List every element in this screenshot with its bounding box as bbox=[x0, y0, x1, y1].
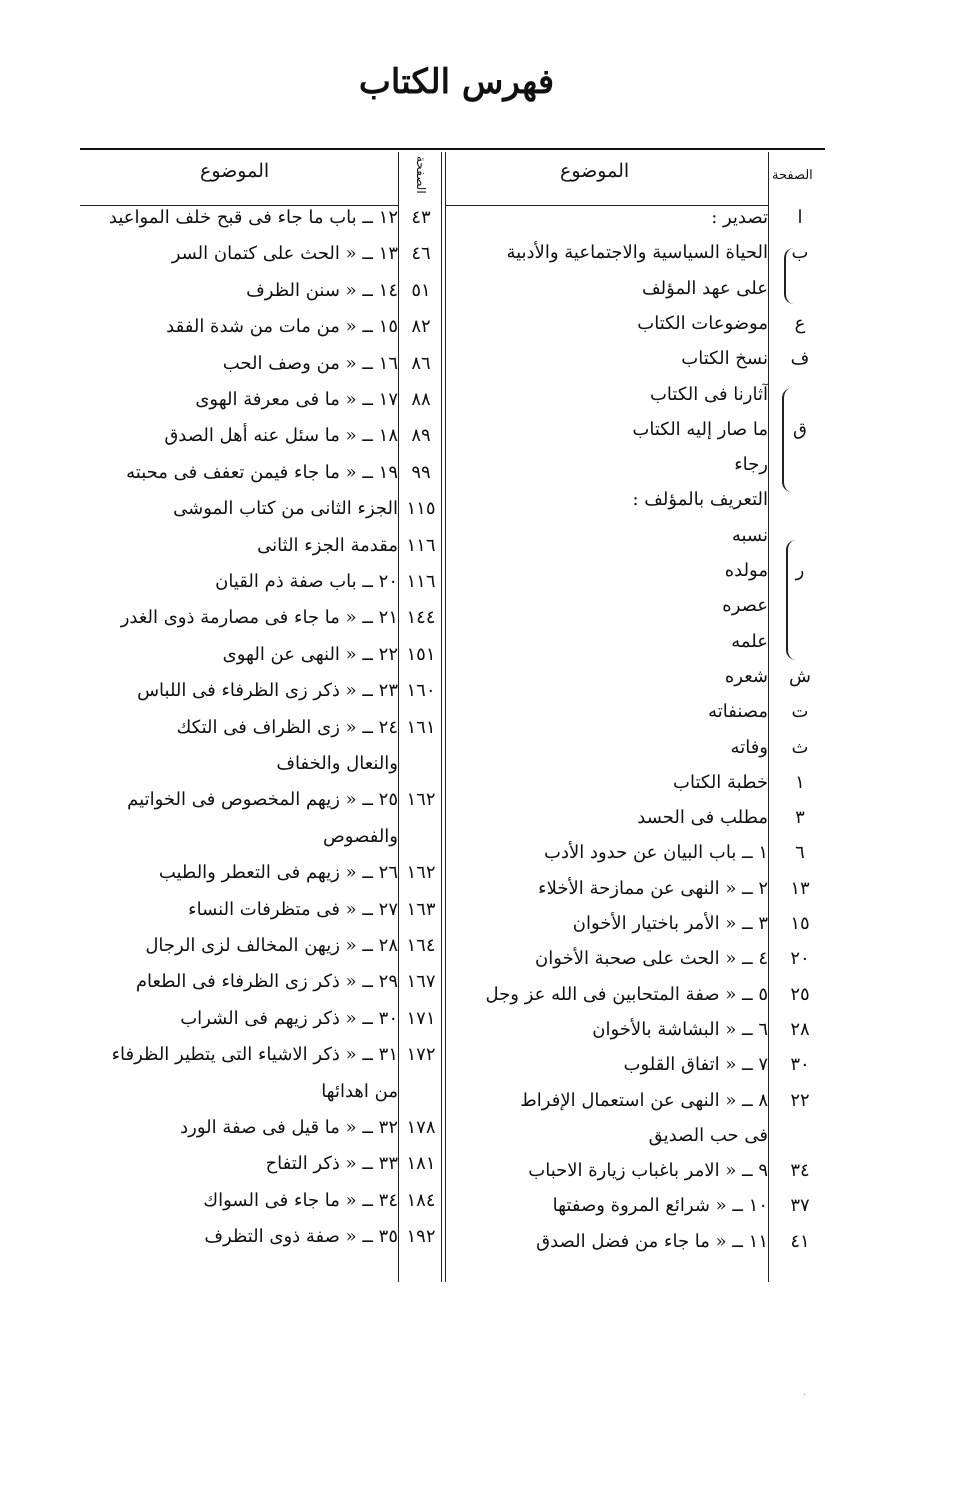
right-page-number: ث bbox=[791, 736, 809, 758]
left-page-number: ١٦٢ bbox=[406, 789, 436, 811]
left-topic-entry: ٣٠ ــ « ذكر زيهم فى الشراب bbox=[180, 1007, 398, 1029]
left-table-row bbox=[0, 1037, 973, 1073]
right-page-number: ١٣ bbox=[790, 877, 810, 899]
right-page-number: ٣٧ bbox=[790, 1195, 810, 1217]
left-table-row bbox=[0, 1074, 973, 1110]
left-page-number: ١٨٤ bbox=[406, 1189, 436, 1211]
right-page-number: ع bbox=[794, 312, 806, 334]
left-page-number: ٨٩ bbox=[411, 425, 431, 447]
right-topic-entry: ١ ــ باب البيان عن حدود الأدب bbox=[544, 842, 768, 864]
left-page-number: ١١٥ bbox=[406, 498, 436, 520]
right-topic-entry: خطبة الكتاب bbox=[673, 771, 768, 793]
left-table-row bbox=[0, 746, 973, 782]
right-topic-entry: مطلب فى الحسد bbox=[637, 807, 768, 829]
left-table-row bbox=[0, 309, 973, 345]
left-topic-entry: من اهدائها bbox=[321, 1080, 398, 1102]
right-topic-entry: موضوعات الكتاب bbox=[637, 312, 768, 334]
header-page-right: الصفحة bbox=[772, 168, 813, 183]
left-topic-entry: ١٩ ــ « ما جاء فيمن تعفف فى محبته bbox=[126, 461, 398, 483]
left-topic-entry: ١٥ ــ « من مات من شدة الفقد bbox=[166, 316, 398, 338]
left-page-number: ١٦٣ bbox=[406, 898, 436, 920]
right-page-number: ت bbox=[791, 701, 809, 723]
left-topic-entry: ٢٥ ــ « زيهم المخصوص فى الخواتيم bbox=[127, 789, 398, 811]
left-topic-entry: ٢١ ــ « ما جاء فى مصارمة ذوى الغدر bbox=[120, 607, 398, 629]
left-page-number: ١٦٠ bbox=[406, 680, 436, 702]
right-topic-entry: وفاته bbox=[730, 736, 768, 758]
right-topic-entry: مصنفاته bbox=[708, 701, 768, 723]
left-page-number: ٨٢ bbox=[411, 316, 431, 338]
right-topic-entry: نسخ الكتاب bbox=[681, 348, 768, 370]
left-page-number: ١٦٧ bbox=[406, 971, 436, 993]
right-topic-entry: ٦ ــ « البشاشة بالأخوان bbox=[592, 1018, 768, 1040]
right-topic-entry: علمه bbox=[731, 630, 768, 652]
left-topic-entry: ٣١ ــ « ذكر الاشياء التى يتطير الظرفاء bbox=[111, 1044, 398, 1066]
left-page-number: ٥١ bbox=[411, 279, 431, 301]
left-table-row bbox=[0, 600, 973, 636]
left-table-row bbox=[0, 346, 973, 382]
right-topic-entry: ٨ ــ « النهى عن استعمال الإفراط bbox=[520, 1089, 768, 1111]
left-topic-entry: ١٤ ــ « سنن الظرف bbox=[246, 279, 398, 301]
left-page-number: ١١٦ bbox=[406, 571, 436, 592]
right-page-number: ٣٤ bbox=[790, 1160, 810, 1182]
left-table-row bbox=[0, 637, 973, 673]
left-page-number: ٨٨ bbox=[411, 389, 431, 410]
left-table-row bbox=[0, 200, 973, 236]
right-topic-entry: ١١ ــ « ما جاء من فضل الصدق bbox=[536, 1230, 768, 1252]
left-page-number: ١٦٤ bbox=[406, 935, 436, 956]
right-topic-entry: ٣ ــ « الأمر باختيار الأخوان bbox=[572, 913, 768, 934]
left-table-row bbox=[0, 855, 973, 891]
header-page-left: الصفحة bbox=[414, 156, 428, 194]
left-table-row bbox=[0, 1183, 973, 1219]
right-topic-entry: ٢ ــ « النهى عن ممازحة الأخلاء bbox=[538, 877, 768, 899]
right-topic-entry: شعره bbox=[724, 665, 768, 687]
left-page-number: ١٩٢ bbox=[406, 1226, 436, 1248]
right-topic-entry: ٧ ــ « اتفاق القلوب bbox=[623, 1054, 768, 1076]
right-page-number: ق bbox=[793, 418, 807, 440]
left-table-row bbox=[0, 418, 973, 454]
left-table-row bbox=[0, 455, 973, 491]
left-table-row bbox=[0, 1219, 973, 1255]
right-page-number: ٤١ bbox=[790, 1230, 810, 1252]
left-topic-entry: ٢٩ ــ « ذكر زى الظرفاء فى الطعام bbox=[135, 971, 398, 993]
right-topic-entry: آثارنا فى الكتاب bbox=[649, 383, 768, 405]
left-page-number: ١٧٨ bbox=[406, 1117, 436, 1138]
left-page-number: ١٥١ bbox=[406, 643, 436, 665]
right-topic-entry: ما صار إليه الكتاب bbox=[632, 418, 768, 440]
left-page-number: ١٤٤ bbox=[406, 607, 436, 629]
left-page-number: ٨٦ bbox=[411, 352, 431, 374]
right-topic-entry: على عهد المؤلف bbox=[642, 277, 768, 299]
right-topic-entry: ٤ ــ « الحث على صحبة الأخوان bbox=[535, 948, 768, 970]
left-topic-entry: ١٢ ــ باب ما جاء فى قبح خلف المواعيد bbox=[108, 207, 398, 228]
left-page-number: ٩٩ bbox=[411, 461, 431, 483]
left-topic-entry: ٣٢ ــ « ما قيل فى صفة الورد bbox=[180, 1117, 398, 1138]
right-topic-entry: تصدير : bbox=[711, 207, 768, 228]
right-topic-entry: التعريف بالمؤلف : bbox=[632, 489, 768, 511]
left-topic-entry: ١٦ ــ « من وصف الحب bbox=[222, 352, 398, 374]
left-topic-entry: ١٣ ــ « الحث على كتمان السر bbox=[171, 243, 398, 265]
left-topic-entry: ٢٦ ــ « زيهم فى التعطر والطيب bbox=[158, 862, 398, 884]
left-topic-entry: والفصوص bbox=[323, 825, 398, 847]
right-page-number: ٢٥ bbox=[790, 983, 810, 1005]
right-page-number: ٦ bbox=[795, 842, 805, 864]
right-topic-entry: نسبه bbox=[731, 524, 768, 546]
scan-speck: · bbox=[803, 1390, 807, 1401]
left-table-row bbox=[0, 1146, 973, 1182]
top-rule bbox=[80, 148, 825, 150]
left-table-row bbox=[0, 273, 973, 309]
header-topic-right: الموضوع bbox=[560, 160, 630, 182]
left-topic-entry: ١٨ ــ « ما سئل عنه أهل الصدق bbox=[164, 425, 398, 447]
left-table-row bbox=[0, 382, 973, 418]
right-page-number: ٣ bbox=[795, 807, 805, 829]
right-page-number: ا bbox=[797, 207, 803, 228]
left-topic-entry: ٣٤ ــ « ما جاء فى السواك bbox=[203, 1189, 398, 1211]
right-page-number: ش bbox=[789, 665, 811, 687]
left-page-number: ٤٣ bbox=[411, 207, 431, 228]
left-page-number: ١٦٢ bbox=[406, 862, 436, 884]
right-page-number: ٢٢ bbox=[790, 1089, 810, 1111]
page-title: فهرس الكتاب bbox=[358, 62, 555, 102]
right-page-number: ب bbox=[791, 242, 809, 264]
left-topic-entry: والنعال والخفاف bbox=[276, 753, 398, 774]
right-topic-entry: ١٠ ــ « شرائع المروة وصفتها bbox=[552, 1195, 768, 1217]
left-topic-entry: ٢٣ ــ « ذكر زى الظرفاء فى اللباس bbox=[137, 680, 398, 702]
left-table-row bbox=[0, 236, 973, 272]
left-table-row bbox=[0, 782, 973, 818]
right-topic-entry: فى حب الصديق bbox=[648, 1124, 768, 1146]
left-page-number: ١٨١ bbox=[406, 1153, 436, 1175]
left-topic-entry: الجزء الثانى من كتاب الموشى bbox=[173, 498, 398, 520]
left-topic-entry: ٢٧ ــ « فى متظرفات النساء bbox=[188, 898, 398, 920]
left-topic-entry: ٣٣ ــ « ذكر التفاح bbox=[265, 1153, 398, 1175]
left-table-row bbox=[0, 528, 973, 564]
left-topic-entry: ٢٢ ــ « النهى عن الهوى bbox=[222, 643, 398, 665]
right-page-number: ر bbox=[795, 560, 805, 581]
left-page-number: ١٧٢ bbox=[406, 1044, 436, 1066]
right-topic-entry: عصره bbox=[722, 595, 768, 617]
left-topic-entry: ٢٤ ــ « زى الظراف فى التكك bbox=[176, 716, 398, 738]
right-page-number: ١ bbox=[795, 771, 805, 793]
left-topic-entry: ٢٨ ــ « زيهن المخالف لزى الرجال bbox=[145, 935, 398, 956]
left-table-row bbox=[0, 710, 973, 746]
left-table-row bbox=[0, 928, 973, 964]
left-table-row bbox=[0, 892, 973, 928]
left-table-row bbox=[0, 673, 973, 709]
right-topic-entry: رجاء bbox=[734, 454, 768, 476]
left-table-row bbox=[0, 491, 973, 527]
right-page-number: ٣٠ bbox=[790, 1054, 810, 1076]
left-table-row bbox=[0, 564, 973, 600]
left-topic-entry: ١٧ ــ « ما فى معرفة الهوى bbox=[195, 389, 398, 410]
right-topic-entry: ٩ ــ « الامر باغباب زيارة الاحباب bbox=[528, 1160, 768, 1182]
left-page-number: ١١٦ bbox=[406, 534, 436, 556]
left-page-number: ١٦١ bbox=[406, 716, 436, 738]
right-topic-entry: الحياة السياسية والاجتماعية والأدبية bbox=[506, 242, 768, 264]
left-table-row bbox=[0, 1110, 973, 1146]
left-topic-entry: ٣٥ ــ « صفة ذوى التظرف bbox=[204, 1226, 398, 1248]
left-table-row bbox=[0, 819, 973, 855]
right-page-number: ف bbox=[790, 348, 810, 370]
right-topic-entry: مولده bbox=[724, 560, 768, 581]
left-table-row bbox=[0, 964, 973, 1000]
right-page-number: ٢٠ bbox=[790, 948, 810, 970]
left-table-row bbox=[0, 1001, 973, 1037]
header-topic-left: الموضوع bbox=[200, 160, 270, 182]
left-topic-entry: ٢٠ ــ باب صفة ذم القيان bbox=[215, 571, 398, 592]
left-page-number: ١٧١ bbox=[406, 1007, 436, 1029]
right-page-number: ١٥ bbox=[790, 913, 810, 934]
right-page-number: ٢٨ bbox=[790, 1018, 810, 1040]
left-topic-entry: مقدمة الجزء الثانى bbox=[257, 534, 398, 556]
left-page-number: ٤٦ bbox=[411, 243, 431, 265]
right-topic-entry: ٥ ــ « صفة المتحابين فى الله عز وجل bbox=[485, 983, 768, 1005]
